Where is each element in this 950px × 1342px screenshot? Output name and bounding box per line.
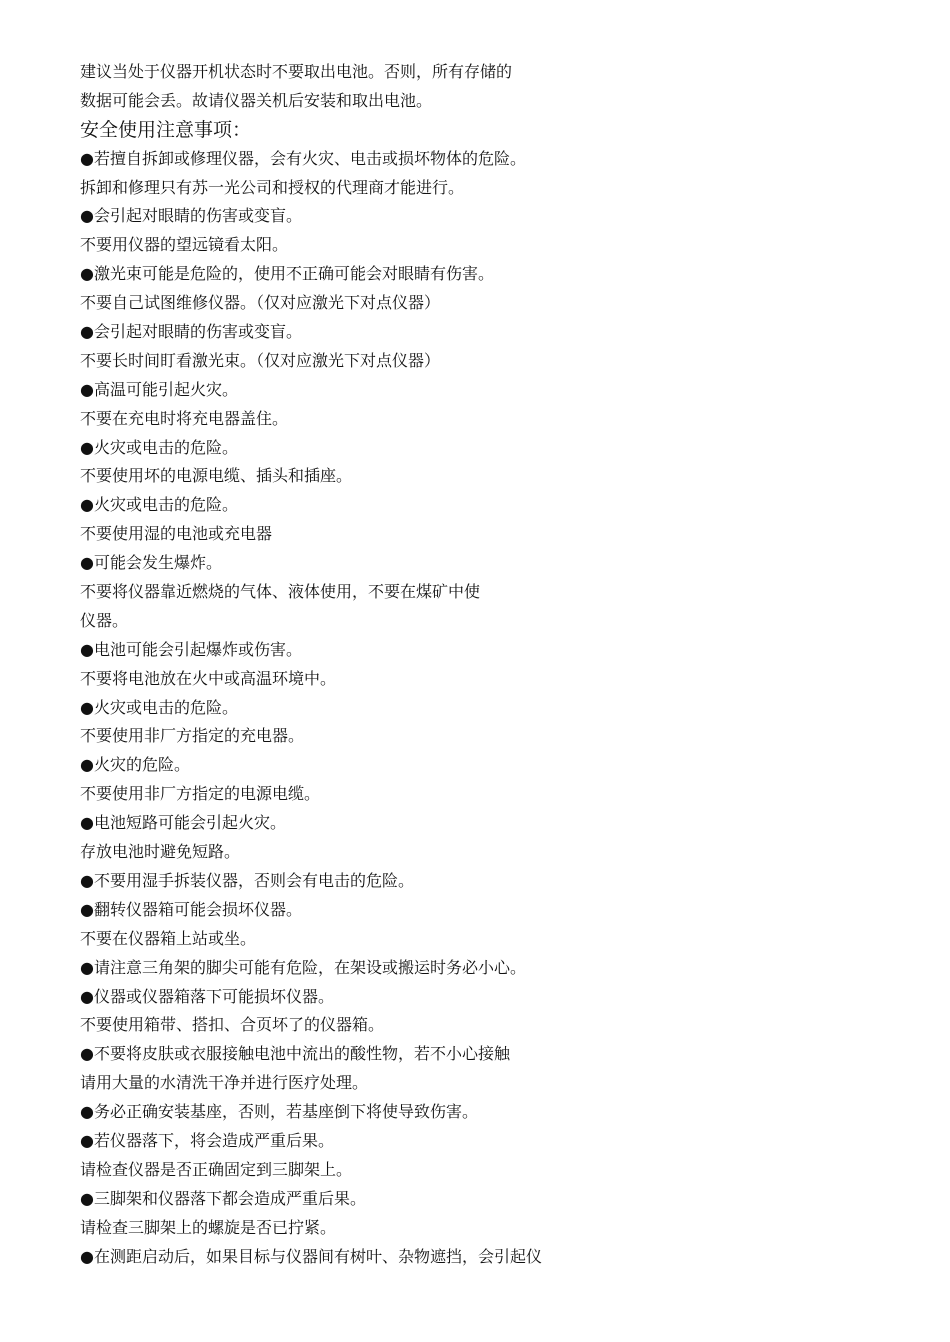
intro-line-1: 建议当处于仪器开机状态时不要取出电池。否则，所有存储的 [80,62,513,81]
safety-note-line: 不要使用湿的电池或充电器 [80,524,273,544]
safety-note-line: ●高温可能引起火灾。 [80,379,238,399]
safety-note-line: ●可能会发生爆炸。 [80,553,222,573]
safety-note-line: ●若擅自拆卸或修理仪器，会有火灾、电击或损坏物体的危险。 [80,148,526,168]
safety-note-line: ●请注意三角架的脚尖可能有危险，在架设或搬运时务必小心。 [80,957,526,977]
safety-note-line: ●务必正确安装基座，否则，若基座倒下将使导致伤害。 [80,1102,478,1122]
safety-note-line: ●会引起对眼睛的伤害或变盲。 [80,322,302,342]
safety-note-line: ●火灾的危险。 [80,755,190,775]
safety-note-line: 不要使用坏的电源电缆、插头和插座。 [80,466,353,486]
safety-note-line: ●会引起对眼睛的伤害或变盲。 [80,206,302,226]
safety-notes-list [80,145,880,1272]
safety-note-line: 不要将仪器靠近燃烧的气体、液体使用，不要在煤矿中使 [80,582,481,602]
safety-note-line: 不要将电池放在火中或高温环境中。 [80,668,337,688]
safety-note-line: 不要在充电时将充电器盖住。 [80,408,289,428]
safety-note-line: 不要使用箱带、搭扣、合页坏了的仪器箱。 [80,1015,385,1035]
safety-note-line: 请检查三脚架上的螺旋是否已拧紧。 [80,1217,337,1237]
safety-note-line: 请检查仪器是否正确固定到三脚架上。 [80,1159,353,1179]
safety-note-line: 不要自己试图维修仪器。（仅对应激光下对点仪器） [80,293,441,313]
safety-note-line: ●翻转仪器箱可能会损坏仪器。 [80,899,302,919]
safety-note-line: ●仪器或仪器箱落下可能损坏仪器。 [80,986,334,1006]
safety-note-line: ●电池可能会引起爆炸或伤害。 [80,639,302,659]
safety-note-line: 不要使用非厂方指定的充电器。 [80,726,305,746]
document-page [80,58,880,1271]
safety-note-line: 仪器。 [80,610,129,630]
safety-note-line: ●火灾或电击的危险。 [80,437,238,457]
safety-note-line: ●火灾或电击的危险。 [80,697,238,717]
safety-note-line: ●火灾或电击的危险。 [80,495,238,515]
safety-note-line: ●不要将皮肤或衣服接触电池中流出的酸性物，若不小心接触 [80,1044,510,1064]
section-heading: 安全使用注意事项： [80,118,252,141]
safety-note-line: 存放电池时避免短路。 [80,842,241,862]
safety-note-line: ●不要用湿手拆装仪器，否则会有电击的危险。 [80,870,414,890]
safety-note-line: 请用大量的水清洗干净并进行医疗处理。 [80,1073,369,1093]
intro-line-2: 数据可能会丢。故请仪器关机后安装和取出电池。 [80,90,433,110]
safety-note-line: ●三脚架和仪器落下都会造成严重后果。 [80,1188,366,1208]
safety-note-line: ●若仪器落下，将会造成严重后果。 [80,1130,334,1150]
safety-note-line: 不要用仪器的望远镜看太阳。 [80,235,289,255]
safety-note-line: ●激光束可能是危险的，使用不正确可能会对眼睛有伤害。 [80,264,494,284]
safety-note-line: 不要使用非厂方指定的电源电缆。 [80,784,321,804]
safety-note-line: ●在测距启动后，如果目标与仪器间有树叶、杂物遮挡，会引起仪 [80,1246,542,1266]
safety-note-line: ●电池短路可能会引起火灾。 [80,813,286,833]
safety-note-line: 不要长时间盯看激光束。（仅对应激光下对点仪器） [80,350,441,370]
safety-note-line: 拆卸和修理只有苏一光公司和授权的代理商才能进行。 [80,177,465,197]
safety-note-line: 不要在仪器箱上站或坐。 [80,928,257,948]
